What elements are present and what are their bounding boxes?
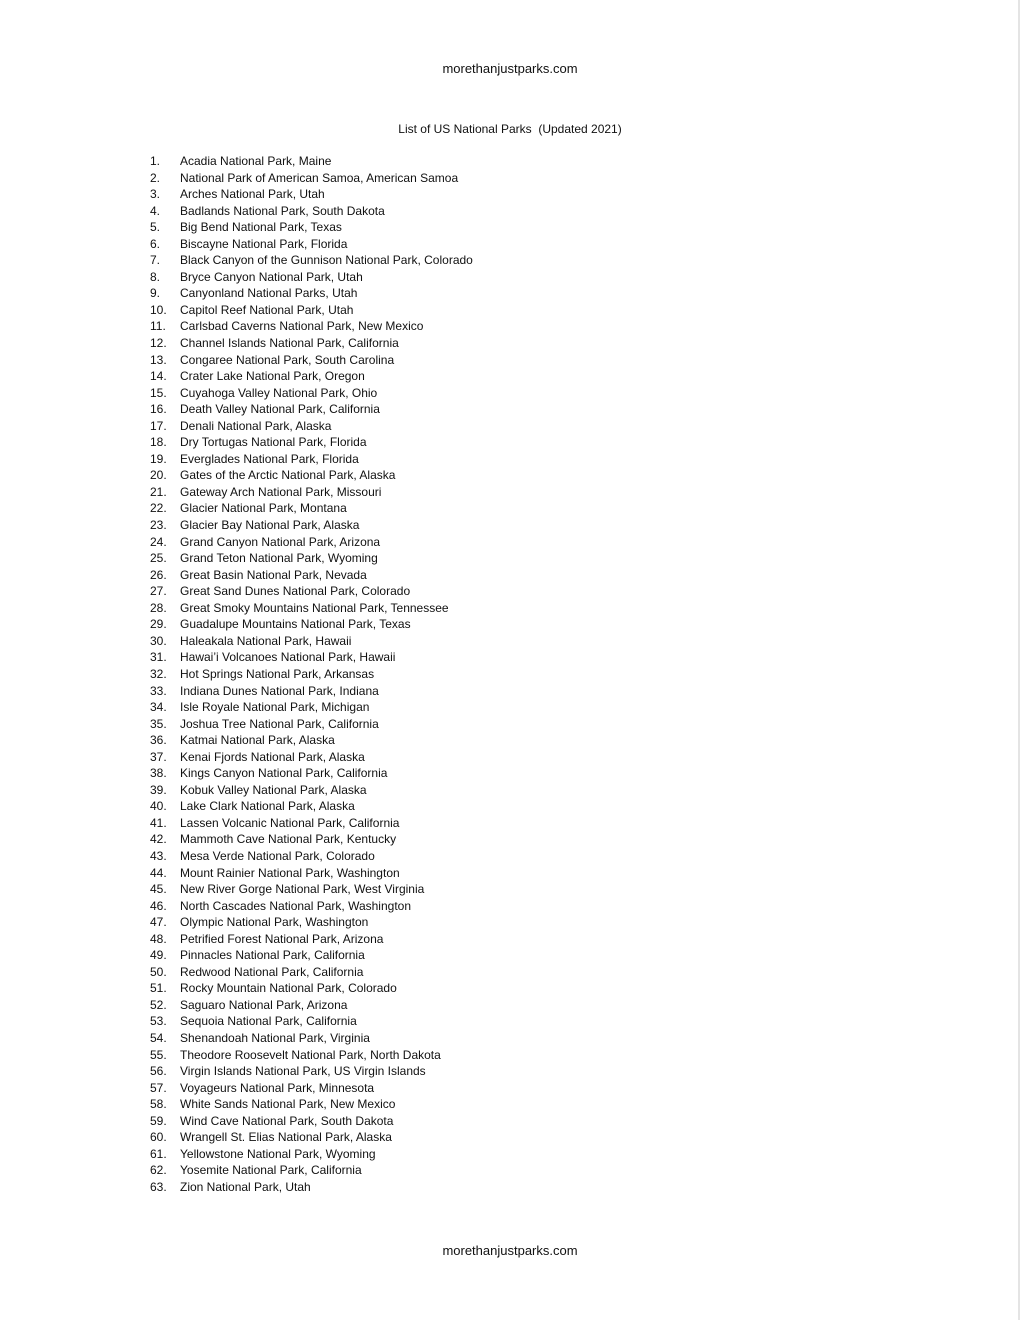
list-item: [150, 1113, 473, 1130]
list-item-park-name: Black Canyon of the Gunnison National Park, Colorado: [180, 253, 473, 268]
list-item-number: 20.: [150, 468, 167, 483]
list-item: [150, 1179, 473, 1196]
list-item-park-name: Great Sand Dunes National Park, Colorado: [180, 584, 411, 599]
list-item-number: 12.: [150, 336, 167, 351]
list-item-number: 33.: [150, 683, 167, 698]
list-item: [150, 186, 473, 203]
list-item: [150, 782, 473, 799]
list-item-park-name: Channel Islands National Park, California: [180, 336, 399, 351]
list-item-number: 45.: [150, 882, 167, 897]
list-item: [150, 666, 473, 683]
list-item-number: 44.: [150, 865, 167, 880]
list-item-number: 7.: [150, 253, 161, 268]
list-item: [150, 302, 473, 319]
list-item-number: 4.: [150, 203, 161, 218]
list-item: [150, 1162, 473, 1179]
list-item-park-name: Kings Canyon National Park, California: [180, 766, 388, 781]
list-item-park-name: Arches National Park, Utah: [180, 187, 325, 202]
list-item-park-name: Death Valley National Park, California: [180, 402, 380, 417]
list-item-park-name: Great Smoky Mountains National Park, Tennessee: [180, 600, 449, 615]
list-item: [150, 534, 473, 551]
list-item-number: 61.: [150, 1146, 167, 1161]
list-item: [150, 153, 473, 170]
list-item-park-name: Redwood National Park, California: [180, 964, 364, 979]
list-item-number: 46.: [150, 898, 167, 913]
list-item-number: 62.: [150, 1163, 167, 1178]
list-item: [150, 898, 473, 915]
list-item: [150, 335, 473, 352]
list-item-park-name: Grand Canyon National Park, Arizona: [180, 534, 381, 549]
list-item-park-name: Biscayne National Park, Florida: [180, 236, 348, 251]
list-item: [150, 865, 473, 882]
list-item-number: 21.: [150, 484, 167, 499]
list-item-number: 39.: [150, 782, 167, 797]
list-item-number: 18.: [150, 435, 167, 450]
list-item-number: 27.: [150, 584, 167, 599]
list-item-number: 40.: [150, 799, 167, 814]
list-item-park-name: Lassen Volcanic National Park, California: [180, 815, 400, 830]
list-item-park-name: Great Basin National Park, Nevada: [180, 567, 367, 582]
list-item: [150, 914, 473, 931]
list-item-number: 6.: [150, 236, 161, 251]
list-item-park-name: Gates of the Arctic National Park, Alaska: [180, 468, 396, 483]
list-item-park-name: Isle Royale National Park, Michigan: [180, 700, 370, 715]
list-item: [150, 683, 473, 700]
list-item: [150, 716, 473, 733]
list-item-number: 59.: [150, 1113, 167, 1128]
list-item-number: 19.: [150, 451, 167, 466]
list-item-park-name: Voyageurs National Park, Minnesota: [180, 1080, 375, 1095]
list-item-park-name: Saguaro National Park, Arizona: [180, 997, 348, 1012]
list-item-number: 56.: [150, 1064, 167, 1079]
list-item-park-name: Crater Lake National Park, Oregon: [180, 369, 365, 384]
list-item: [150, 749, 473, 766]
list-item-park-name: Wind Cave National Park, South Dakota: [180, 1113, 394, 1128]
list-item: [150, 616, 473, 633]
list-item-park-name: Cuyahoga Valley National Park, Ohio: [180, 385, 378, 400]
list-item-number: 32.: [150, 666, 167, 681]
list-item: [150, 600, 473, 617]
list-item-number: 63.: [150, 1179, 167, 1194]
list-item-park-name: Guadalupe Mountains National Park, Texas: [180, 617, 411, 632]
list-item-park-name: Shenandoah National Park, Virginia: [180, 1030, 370, 1045]
list-item-number: 51.: [150, 981, 167, 996]
list-item-park-name: Lake Clark National Park, Alaska: [180, 799, 355, 814]
list-item-park-name: Hawai’i Volcanoes National Park, Hawaii: [180, 650, 396, 665]
list-item-number: 25.: [150, 551, 167, 566]
list-item-number: 35.: [150, 716, 167, 731]
list-item: [150, 931, 473, 948]
list-item: [150, 484, 473, 501]
list-item-park-name: Hot Springs National Park, Arkansas: [180, 666, 375, 681]
list-item-number: 52.: [150, 997, 167, 1012]
list-item-park-name: Gateway Arch National Park, Missouri: [180, 484, 382, 499]
list-item-number: 38.: [150, 766, 167, 781]
list-item: [150, 236, 473, 253]
list-item: [150, 203, 473, 220]
list-item-park-name: White Sands National Park, New Mexico: [180, 1097, 396, 1112]
list-item-park-name: Pinnacles National Park, California: [180, 948, 365, 963]
list-item-park-name: Dry Tortugas National Park, Florida: [180, 435, 367, 450]
list-item-park-name: National Park of American Samoa, American Samoa: [180, 170, 459, 185]
list-item-number: 53.: [150, 1014, 167, 1029]
list-item-number: 30.: [150, 633, 167, 648]
list-item-park-name: Kenai Fjords National Park, Alaska: [180, 749, 365, 764]
list-item-number: 42.: [150, 832, 167, 847]
list-item: [150, 649, 473, 666]
list-item-number: 11.: [150, 319, 166, 334]
list-item: [150, 633, 473, 650]
list-item: [150, 1129, 473, 1146]
list-item-number: 36.: [150, 733, 167, 748]
list-item-number: 28.: [150, 600, 167, 615]
list-item-park-name: Everglades National Park, Florida: [180, 451, 359, 466]
list-item: [150, 500, 473, 517]
list-item-number: 16.: [150, 402, 167, 417]
list-item: [150, 964, 473, 981]
list-item: [150, 517, 473, 534]
list-item-number: 9.: [150, 286, 161, 301]
list-item: [150, 401, 473, 418]
list-item-number: 60.: [150, 1130, 167, 1145]
list-item: [150, 434, 473, 451]
list-item: [150, 550, 473, 567]
list-item: [150, 1080, 473, 1097]
list-item: [150, 352, 473, 369]
list-item-park-name: North Cascades National Park, Washington: [180, 898, 411, 913]
list-item-number: 15.: [150, 385, 167, 400]
list-item-park-name: Mammoth Cave National Park, Kentucky: [180, 832, 397, 847]
list-item: [150, 1096, 473, 1113]
list-item-number: 34.: [150, 700, 167, 715]
list-item-park-name: Carlsbad Caverns National Park, New Mexico: [180, 319, 424, 334]
list-item-park-name: Glacier Bay National Park, Alaska: [180, 518, 360, 533]
list-item-park-name: Wrangell St. Elias National Park, Alaska: [180, 1130, 392, 1145]
footer-site-name: morethanjustparks.com: [442, 1243, 578, 1258]
list-item: [150, 1146, 473, 1163]
list-item-park-name: Yosemite National Park, California: [180, 1163, 362, 1178]
list-item-park-name: Katmai National Park, Alaska: [180, 733, 335, 748]
list-item-park-name: Theodore Roosevelt National Park, North Dakota: [180, 1047, 441, 1062]
list-item: [150, 385, 473, 402]
header-site-name: morethanjustparks.com: [442, 61, 578, 76]
list-item-number: 10.: [150, 302, 167, 317]
list-item-park-name: Zion National Park, Utah: [180, 1179, 311, 1194]
list-item-number: 55.: [150, 1047, 167, 1062]
list-item: [150, 881, 473, 898]
list-item-park-name: Mount Rainier National Park, Washington: [180, 865, 400, 880]
list-item-number: 54.: [150, 1030, 167, 1045]
list-item-number: 57.: [150, 1080, 167, 1095]
list-item-number: 14.: [150, 369, 167, 384]
list-item: [150, 798, 473, 815]
list-item-park-name: Bryce Canyon National Park, Utah: [180, 269, 363, 284]
list-item: [150, 269, 473, 286]
list-item: [150, 1013, 473, 1030]
list-item-park-name: Congaree National Park, South Carolina: [180, 352, 395, 367]
list-item-park-name: Haleakala National Park, Hawaii: [180, 633, 352, 648]
list-item: [150, 418, 473, 435]
list-item-park-name: Sequoia National Park, California: [180, 1014, 357, 1029]
list-item-park-name: Yellowstone National Park, Wyoming: [180, 1146, 376, 1161]
list-item-number: 41.: [150, 815, 167, 830]
list-item-park-name: Olympic National Park, Washington: [180, 915, 369, 930]
list-item-number: 48.: [150, 931, 167, 946]
list-item: [150, 732, 473, 749]
list-item-number: 29.: [150, 617, 167, 632]
list-item-number: 43.: [150, 848, 167, 863]
list-item: [150, 848, 473, 865]
list-item: [150, 947, 473, 964]
list-item-number: 17.: [150, 418, 167, 433]
list-item: [150, 567, 473, 584]
list-item-number: 13.: [150, 352, 167, 367]
list-item: [150, 285, 473, 302]
list-item: [150, 1063, 473, 1080]
list-item-number: 37.: [150, 749, 167, 764]
list-item-park-name: Capitol Reef National Park, Utah: [180, 302, 354, 317]
list-item-park-name: Virgin Islands National Park, US Virgin Islands: [180, 1064, 426, 1079]
list-item-park-name: Grand Teton National Park, Wyoming: [180, 551, 378, 566]
list-item-number: 47.: [150, 915, 167, 930]
list-item: [150, 997, 473, 1014]
list-item-number: 24.: [150, 534, 167, 549]
list-item: [150, 219, 473, 236]
list-item-park-name: Petrified Forest National Park, Arizona: [180, 931, 384, 946]
document-title: List of US National Parks (Updated 2021): [398, 122, 622, 136]
list-item: [150, 831, 473, 848]
list-item: [150, 451, 473, 468]
list-item-park-name: Joshua Tree National Park, California: [180, 716, 379, 731]
list-item-park-name: Kobuk Valley National Park, Alaska: [180, 782, 367, 797]
list-item-park-name: Badlands National Park, South Dakota: [180, 203, 385, 218]
list-item: [150, 368, 473, 385]
list-item-number: 3.: [150, 187, 161, 202]
list-item-park-name: Big Bend National Park, Texas: [180, 220, 342, 235]
list-item: [150, 318, 473, 335]
list-item: [150, 467, 473, 484]
list-item-number: 2.: [150, 170, 161, 185]
list-item-number: 8.: [150, 269, 161, 284]
list-item-number: 22.: [150, 501, 167, 516]
list-item: [150, 583, 473, 600]
list-item-park-name: Denali National Park, Alaska: [180, 418, 332, 433]
list-item: [150, 815, 473, 832]
list-item-number: 1.: [150, 154, 161, 168]
list-item-number: 26.: [150, 567, 167, 582]
list-item-park-name: Canyonland National Parks, Utah: [180, 286, 358, 301]
list-item-park-name: New River Gorge National Park, West Virginia: [180, 882, 425, 897]
list-item-number: 23.: [150, 518, 167, 533]
list-item-park-name: Glacier National Park, Montana: [180, 501, 347, 516]
list-item-number: 58.: [150, 1097, 167, 1112]
list-item: [150, 765, 473, 782]
list-item-park-name: Indiana Dunes National Park, Indiana: [180, 683, 379, 698]
list-item-number: 5.: [150, 220, 161, 235]
list-item-park-name: Acadia National Park, Maine: [180, 154, 332, 168]
list-item-number: 31.: [150, 650, 167, 665]
park-list: [150, 153, 473, 1195]
list-item-park-name: Rocky Mountain National Park, Colorado: [180, 981, 397, 996]
list-item: [150, 170, 473, 187]
list-item: [150, 1047, 473, 1064]
list-item: [150, 980, 473, 997]
list-item-park-name: Mesa Verde National Park, Colorado: [180, 848, 375, 863]
list-item: [150, 699, 473, 716]
list-item-number: 49.: [150, 948, 167, 963]
list-item: [150, 1030, 473, 1047]
list-item-number: 50.: [150, 964, 167, 979]
list-item: [150, 252, 473, 269]
